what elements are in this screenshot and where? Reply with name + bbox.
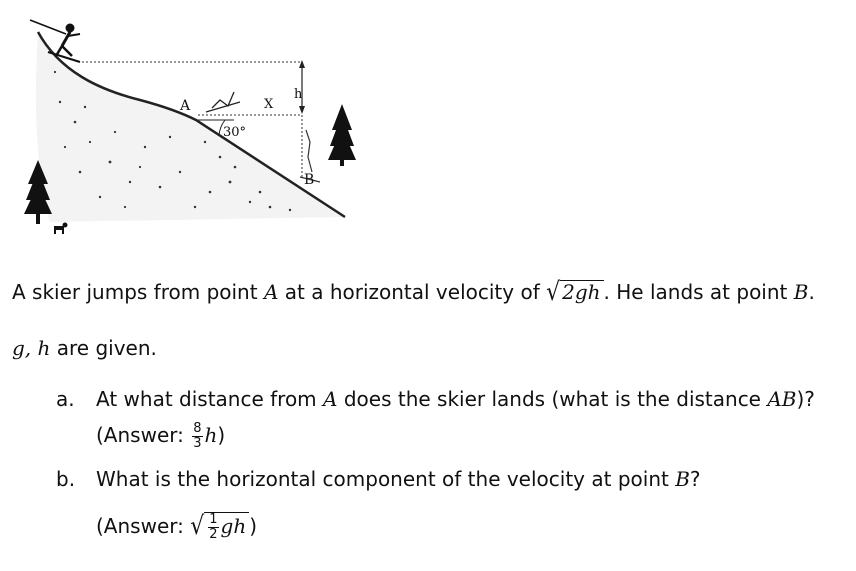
answer-b-sqrt-expression bbox=[204, 512, 249, 542]
question-a-text-end: )? bbox=[796, 387, 815, 411]
intro-text-start: A skier jumps from point bbox=[12, 280, 264, 304]
question-a-text-pre: At what distance from bbox=[96, 387, 324, 411]
label-h: h bbox=[294, 87, 303, 102]
answer-b-fraction bbox=[208, 513, 218, 542]
answer-a-denominator: 3 bbox=[193, 436, 202, 451]
question-b-answer bbox=[96, 512, 257, 542]
answer-b-variable: gh bbox=[220, 514, 247, 538]
answer-a-prefix: (Answer: bbox=[96, 423, 191, 447]
question-a-answer bbox=[96, 422, 225, 451]
answer-b-denominator: 2 bbox=[209, 527, 218, 542]
intro-sqrt-radicand: 2gh bbox=[560, 280, 603, 303]
answer-a-suffix: ) bbox=[217, 423, 226, 447]
given-text: are given. bbox=[50, 336, 157, 360]
h-arrow-head-down bbox=[299, 106, 305, 114]
answer-b-numerator: 1 bbox=[209, 512, 218, 527]
label-B: B bbox=[304, 172, 315, 188]
question-a-segment-AB: AB bbox=[767, 387, 797, 411]
flying-skier-icon bbox=[206, 92, 240, 112]
intro-point-A: A bbox=[263, 280, 279, 304]
answer-b-suffix: ) bbox=[249, 514, 258, 538]
answer-b-prefix: (Answer: bbox=[96, 514, 191, 538]
intro-point-B: B bbox=[793, 280, 809, 304]
answer-b-sqrt-icon: √ bbox=[190, 512, 205, 541]
given-line bbox=[12, 336, 157, 360]
question-a-point-A: A bbox=[323, 387, 338, 411]
answer-a-variable: h bbox=[204, 423, 218, 447]
tree-icon-right bbox=[328, 104, 356, 166]
answer-a-fraction bbox=[192, 422, 202, 451]
question-b-text-pre: What is the horizontal component of the velocity at point bbox=[96, 467, 676, 491]
question-a-text bbox=[96, 387, 815, 411]
question-b-point-B: B bbox=[675, 467, 690, 491]
label-x: X bbox=[264, 97, 274, 112]
label-angle: 30° bbox=[223, 125, 247, 140]
hill-body bbox=[36, 32, 345, 222]
question-b-text bbox=[96, 467, 701, 491]
question-a-text-mid: does the skier lands (what is the distance bbox=[337, 387, 768, 411]
ski-jump-figure bbox=[20, 12, 370, 242]
question-a-marker: a. bbox=[56, 387, 75, 411]
intro-text-mid: at a horizontal velocity of bbox=[278, 280, 547, 304]
h-arrow-head-up bbox=[299, 60, 305, 68]
question-b-marker: b. bbox=[56, 467, 76, 491]
given-variables: g, h bbox=[12, 336, 51, 360]
problem-intro bbox=[12, 280, 815, 305]
intro-text-end: . bbox=[808, 280, 815, 304]
question-b-text-end: ? bbox=[689, 467, 701, 491]
intro-sqrt-expression: √ 2gh bbox=[546, 280, 603, 304]
dog-icon bbox=[54, 223, 68, 235]
intro-text-post: . He lands at point bbox=[603, 280, 794, 304]
answer-a-numerator: 8 bbox=[193, 421, 202, 436]
label-A: A bbox=[180, 98, 191, 114]
